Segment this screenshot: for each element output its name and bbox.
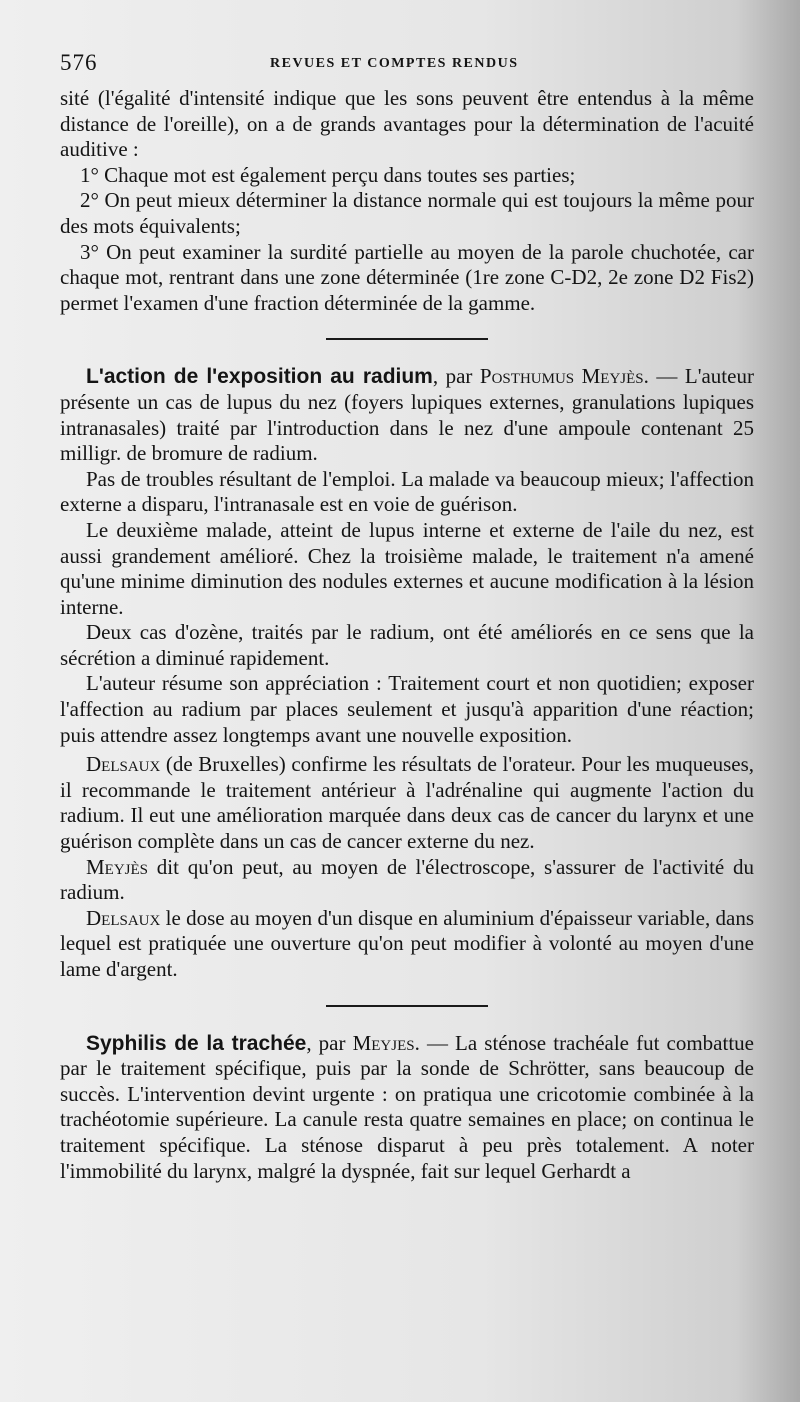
article-paragraph: Le deuxième malade, atteint de lupus interne et externe de l'aile du nez, est aussi grandement amélioré. Chez la troisième malade, le traitement n'a amené qu'une minime diminution des nodules externes et aucune modification à la lésion interne. bbox=[60, 517, 754, 619]
article-text: . — L'auteur présente un cas de lupus du nez (foyers lupiques externes, granulations lupiques intranasales) traité par l'introduction dans le nez d'une ampoule contenant 25 milligr. de bromure de radium. bbox=[60, 364, 754, 466]
body-text bbox=[60, 86, 754, 1184]
article-paragraph: Deux cas d'ozène, traités par le radium, ont été améliorés en ce sens que la sécrétion a diminué rapidement. bbox=[60, 620, 754, 670]
discussion-text: dit qu'on peut, au moyen de l'électroscope, s'assurer de l'activité du radium. bbox=[60, 854, 754, 905]
discussion-paragraph bbox=[60, 855, 754, 906]
article-text: . — La sténose trachéale fut combattue par le traitement spécifique, puis par la sonde de Schrötter, sans beaucoup de succès. L'intervention devint urgente : on pratiqua une cricotomie combinée à la trachéotomie supérieure. La canule resta quatre semaines en place; on continua le traitement spécifique. La sténose disparut à peu près totalement. A noter l'immobilité du larynx, malgré la dyspnée, fait sur lequel Gerhardt a bbox=[60, 1030, 754, 1183]
running-head bbox=[60, 46, 754, 86]
article-paragraph: L'auteur résume son appréciation : Traitement court et non quotidien; exposer l'affection au radium par places seulement et jusqu'à apparition d'une réaction; puis attendre assez longtemps avant une nouvelle exposition. bbox=[60, 671, 754, 747]
section-divider bbox=[326, 1005, 488, 1007]
page-number: 576 bbox=[60, 50, 98, 75]
discussion-text: (de Bruxelles) confirme les résultats de l'orateur. Pour les muqueuses, il recommande le traitement antérieur à l'adrénaline qui augmente l'action du radium. Il eut une amélioration marquée dans deux cas de cancer du larynx et une guérison complète dans un cas de cancer externe du nez. bbox=[60, 752, 754, 854]
article-title: Syphilis de la trachée bbox=[86, 1031, 307, 1055]
article-author: Posthumus Meyjès bbox=[479, 364, 644, 389]
article-paragraph bbox=[60, 364, 754, 466]
discussion-paragraph bbox=[60, 906, 754, 983]
article-title: L'action de l'exposition au radium bbox=[86, 365, 433, 389]
article-paragraph bbox=[60, 1031, 754, 1185]
section-divider bbox=[326, 338, 488, 340]
speaker-name: Meyjès bbox=[86, 854, 149, 879]
running-title: REVUES ET COMPTES RENDUS bbox=[270, 56, 519, 71]
list-item: 2° On peut mieux déterminer la distance normale qui est toujours la même pour des mots équivalents; bbox=[60, 188, 754, 238]
list-item: 1° Chaque mot est également perçu dans toutes ses parties; bbox=[80, 162, 576, 187]
discussion-text: le dose au moyen d'un disque en aluminium d'épaisseur variable, dans lequel est pratiquée une ouverture qu'on peut modifier à volonté au moyen d'une lame d'argent. bbox=[60, 905, 754, 981]
list-item: 3° On peut examiner la surdité partielle au moyen de la parole chuchotée, car chaque mot, rentrant dans une zone déterminée (1re zone C-D2, 2e zone D2 Fis2) permet l'examen d'une fraction déterminée de la gamme. bbox=[60, 239, 754, 315]
byline-connector: , par bbox=[306, 1030, 353, 1055]
discussion-paragraph bbox=[60, 752, 754, 854]
speaker-name: Delsaux bbox=[86, 905, 161, 930]
speaker-name: Delsaux bbox=[86, 752, 161, 777]
article-author: Meyjes bbox=[352, 1030, 415, 1055]
byline-connector: , par bbox=[432, 364, 480, 389]
continuation-paragraph: sité (l'égalité d'intensité indique que les sons peuvent être entendus à la même distance de l'oreille), on a de grands avantages pour la détermination de l'acuité auditive : bbox=[60, 86, 754, 162]
article-paragraph: Pas de troubles résultant de l'emploi. La malade va beaucoup mieux; l'affection externe a disparu, l'intranasale est en voie de guérison. bbox=[60, 466, 754, 517]
